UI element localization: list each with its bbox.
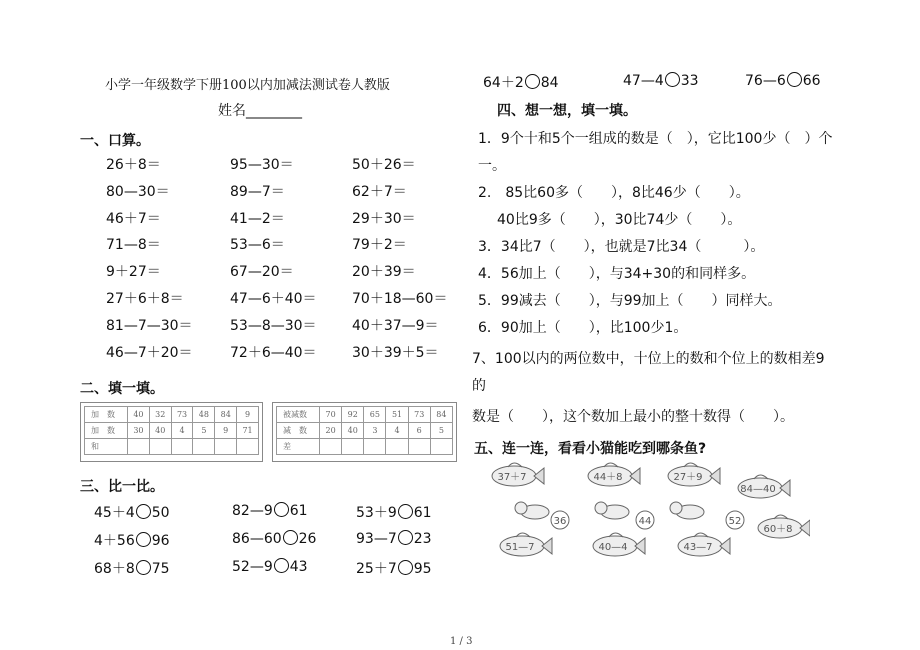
row-label: 被减数 (277, 407, 320, 423)
compare-right-value: 61 (413, 505, 432, 521)
cat (595, 502, 654, 529)
table-cell (408, 439, 430, 455)
oral-problem: 9＋27＝ (106, 264, 161, 281)
oral-problem: 46—7＋20＝ (106, 344, 193, 361)
fish (678, 533, 730, 556)
compare-left-expr: 82—9 (232, 503, 273, 519)
table-cell: 3 (364, 423, 386, 439)
table-cell (149, 439, 171, 455)
section-2-heading: 二、填一填。 (80, 381, 164, 397)
table-row (277, 423, 453, 439)
table-cell (128, 439, 150, 455)
row-label: 减 数 (277, 423, 320, 439)
oral-problem: 41—2＝ (230, 210, 285, 227)
fish-label: 60＋8 (763, 524, 793, 535)
compare-blank-circle[interactable] (283, 530, 298, 545)
compare-right-value: 33 (680, 73, 699, 89)
addition-table (84, 406, 259, 455)
compare-right-value: 26 (298, 531, 317, 547)
table-cell (215, 439, 237, 455)
row-label: 加 数 (85, 423, 128, 439)
compare-right-value: 50 (151, 505, 170, 521)
compare-item (356, 558, 432, 578)
oral-problem: 80—30＝ (106, 183, 170, 200)
compare-blank-circle[interactable] (136, 504, 151, 519)
fish-label: 27＋9 (673, 472, 703, 483)
table-cell: 5 (430, 423, 452, 439)
row-label: 和 (85, 439, 128, 455)
row-label: 差 (277, 439, 320, 455)
table-cell (342, 439, 364, 455)
table-cell: 6 (408, 423, 430, 439)
cat-number: 52 (728, 516, 742, 527)
fish (738, 475, 790, 498)
compare-item (483, 72, 559, 92)
think-line: 7、100以内的两位数中，十位上的数和个位上的数相差9 (472, 351, 825, 367)
table-row (85, 439, 259, 455)
compare-right-value: 66 (802, 73, 821, 89)
oral-problem: 79＋2＝ (352, 237, 407, 254)
fish-tail (542, 538, 552, 554)
table-cell: 84 (215, 407, 237, 423)
oral-problem: 29＋30＝ (352, 210, 416, 227)
oral-problem: 70＋18—60＝ (352, 291, 448, 307)
table-cell: 70 (320, 407, 342, 423)
section-1-heading: 一、口算。 (80, 133, 150, 149)
table-cell (364, 439, 386, 455)
think-line: 1．9个十和5个一组成的数是（ ），它比100少（ ）个 (478, 131, 833, 147)
table-row (277, 439, 453, 455)
table-cell: 32 (149, 407, 171, 423)
fish (758, 515, 810, 538)
table-cell: 5 (193, 423, 215, 439)
table-cell (193, 439, 215, 455)
fish (492, 463, 544, 486)
row-label: 加 数 (85, 407, 128, 423)
compare-right-value: 96 (151, 533, 170, 549)
fish (593, 533, 645, 556)
compare-right-value: 95 (413, 561, 432, 577)
table-cell: 20 (320, 423, 342, 439)
cat-number: 44 (638, 516, 652, 527)
oral-problem: 95—30＝ (230, 157, 294, 173)
fish (668, 463, 720, 486)
fish (500, 533, 552, 556)
compare-item (356, 530, 432, 547)
think-line: 5．99减去（ ），与99加上（ ）同样大。 (478, 293, 782, 309)
compare-left-expr: 68＋8 (94, 561, 135, 577)
compare-right-value: 84 (540, 75, 559, 91)
compare-left-expr: 45＋4 (94, 505, 135, 521)
table-cell (386, 439, 408, 455)
cat-head (670, 502, 682, 514)
compare-left-expr: 52—9 (232, 559, 273, 575)
fish-tail (780, 480, 790, 496)
cat-head (515, 502, 527, 514)
name-field-label: 姓名________ (218, 103, 302, 119)
oral-problem: 72＋6—40＝ (230, 344, 317, 361)
fish-label: 51—7 (505, 542, 535, 553)
think-line: 数是（ ），这个数加上最小的整十数得（ ）。 (472, 409, 794, 425)
oral-problem: 20＋39＝ (352, 264, 416, 281)
compare-blank-circle[interactable] (274, 558, 289, 573)
think-line: 40比9多（ ），30比74少（ ）。 (497, 212, 742, 228)
cat-head (595, 502, 607, 514)
oral-problem: 62＋7＝ (352, 183, 407, 200)
compare-blank-circle[interactable] (787, 72, 802, 87)
compare-left-expr: 53＋9 (356, 505, 397, 521)
think-line: 3．34比7（ ），也就是7比34（ ）。 (478, 239, 765, 255)
table-cell: 9 (237, 407, 259, 423)
table-cell: 51 (386, 407, 408, 423)
compare-item (94, 558, 170, 578)
page-title: 小学一年级数学下册100以内加减法测试卷人教版 (105, 78, 390, 93)
fish-cat-picture (480, 458, 810, 568)
table-cell: 40 (149, 423, 171, 439)
table-cell (430, 439, 452, 455)
table-cell: 9 (215, 423, 237, 439)
think-line: 6．90加上（ ），比100少1。 (478, 320, 688, 336)
oral-problem: 67—20＝ (230, 264, 294, 281)
page-number: 1 / 3 (450, 636, 473, 647)
compare-item (232, 558, 308, 575)
compare-left-expr: 64＋2 (483, 75, 524, 91)
compare-blank-circle[interactable] (398, 530, 413, 545)
table-cell (171, 439, 193, 455)
oral-problem: 89—7＝ (230, 183, 285, 200)
table-cell: 73 (171, 407, 193, 423)
table-cell: 71 (237, 423, 259, 439)
cat-number: 36 (553, 516, 567, 527)
cat (515, 502, 569, 529)
table-cell (237, 439, 259, 455)
cat (670, 502, 744, 529)
table-cell: 40 (342, 423, 364, 439)
compare-blank-circle[interactable] (136, 560, 151, 575)
fish-tail (630, 468, 640, 484)
oral-problem: 71—8＝ (106, 237, 161, 254)
compare-left-expr: 86—60 (232, 531, 282, 547)
fish-label: 43—7 (683, 542, 713, 553)
fish-label: 37＋7 (497, 472, 527, 483)
table-cell: 48 (193, 407, 215, 423)
compare-left-expr: 4＋56 (94, 533, 135, 549)
compare-right-value: 75 (151, 561, 170, 577)
compare-right-value: 61 (289, 503, 308, 519)
compare-blank-circle[interactable] (525, 74, 540, 89)
compare-item (94, 502, 170, 522)
table-cell: 30 (128, 423, 150, 439)
compare-item (623, 72, 699, 89)
fish-label: 44＋8 (593, 472, 623, 483)
oral-problem: 50＋26＝ (352, 157, 416, 173)
fish-label: 84—40 (740, 484, 776, 495)
compare-item (356, 502, 432, 522)
table-row (85, 423, 259, 439)
fish-tail (710, 468, 720, 484)
compare-blank-circle[interactable] (398, 560, 413, 575)
table-cell: 40 (128, 407, 150, 423)
compare-blank-circle[interactable] (398, 504, 413, 519)
table-cell: 92 (342, 407, 364, 423)
fish-tail (534, 468, 544, 484)
fish-tail (720, 538, 730, 554)
compare-right-value: 23 (413, 531, 432, 547)
compare-left-expr: 93—7 (356, 531, 397, 547)
compare-blank-circle[interactable] (665, 72, 680, 87)
compare-item (94, 530, 170, 550)
compare-blank-circle[interactable] (274, 502, 289, 517)
compare-right-value: 43 (289, 559, 308, 575)
think-line: 一。 (478, 158, 506, 174)
subtraction-table (276, 406, 453, 455)
oral-problem: 53—6＝ (230, 237, 285, 254)
think-line: 4．56加上（ ），与34+30的和同样多。 (478, 266, 756, 282)
table-cell: 73 (408, 407, 430, 423)
table-cell: 65 (364, 407, 386, 423)
oral-problem: 26＋8＝ (106, 157, 161, 173)
table-cell (320, 439, 342, 455)
fish (588, 463, 640, 486)
table-row (277, 407, 453, 423)
oral-problem: 40＋37—9＝ (352, 317, 439, 334)
compare-blank-circle[interactable] (136, 532, 151, 547)
compare-item (745, 72, 821, 89)
oral-problem: 81—7—30＝ (106, 317, 193, 334)
fish-label: 40—4 (598, 542, 628, 553)
oral-problem: 46＋7＝ (106, 210, 161, 227)
compare-left-expr: 76—6 (745, 73, 786, 89)
think-line: 的 (472, 378, 486, 394)
table-cell: 4 (386, 423, 408, 439)
oral-problem: 47—6＋40＝ (230, 291, 317, 307)
compare-item (232, 530, 316, 547)
table-row (85, 407, 259, 423)
compare-left-expr: 47—4 (623, 73, 664, 89)
table-cell: 4 (171, 423, 193, 439)
fish-tail (635, 538, 645, 554)
table-cell: 84 (430, 407, 452, 423)
section-3-heading: 三、比一比。 (80, 479, 164, 495)
compare-left-expr: 25＋7 (356, 561, 397, 577)
think-line: 2. 85比60多（ ），8比46少（ ）。 (478, 185, 750, 201)
fish-tail (800, 520, 810, 536)
compare-item (232, 502, 308, 519)
section-4-heading: 四、想一想，填一填。 (497, 103, 637, 119)
oral-problem: 53—8—30＝ (230, 317, 317, 334)
section-5-heading: 五、连一连，看看小猫能吃到哪条鱼? (474, 441, 707, 457)
oral-problem: 27＋6＋8＝ (106, 291, 184, 307)
oral-problem: 30＋39＋5＝ (352, 344, 439, 361)
